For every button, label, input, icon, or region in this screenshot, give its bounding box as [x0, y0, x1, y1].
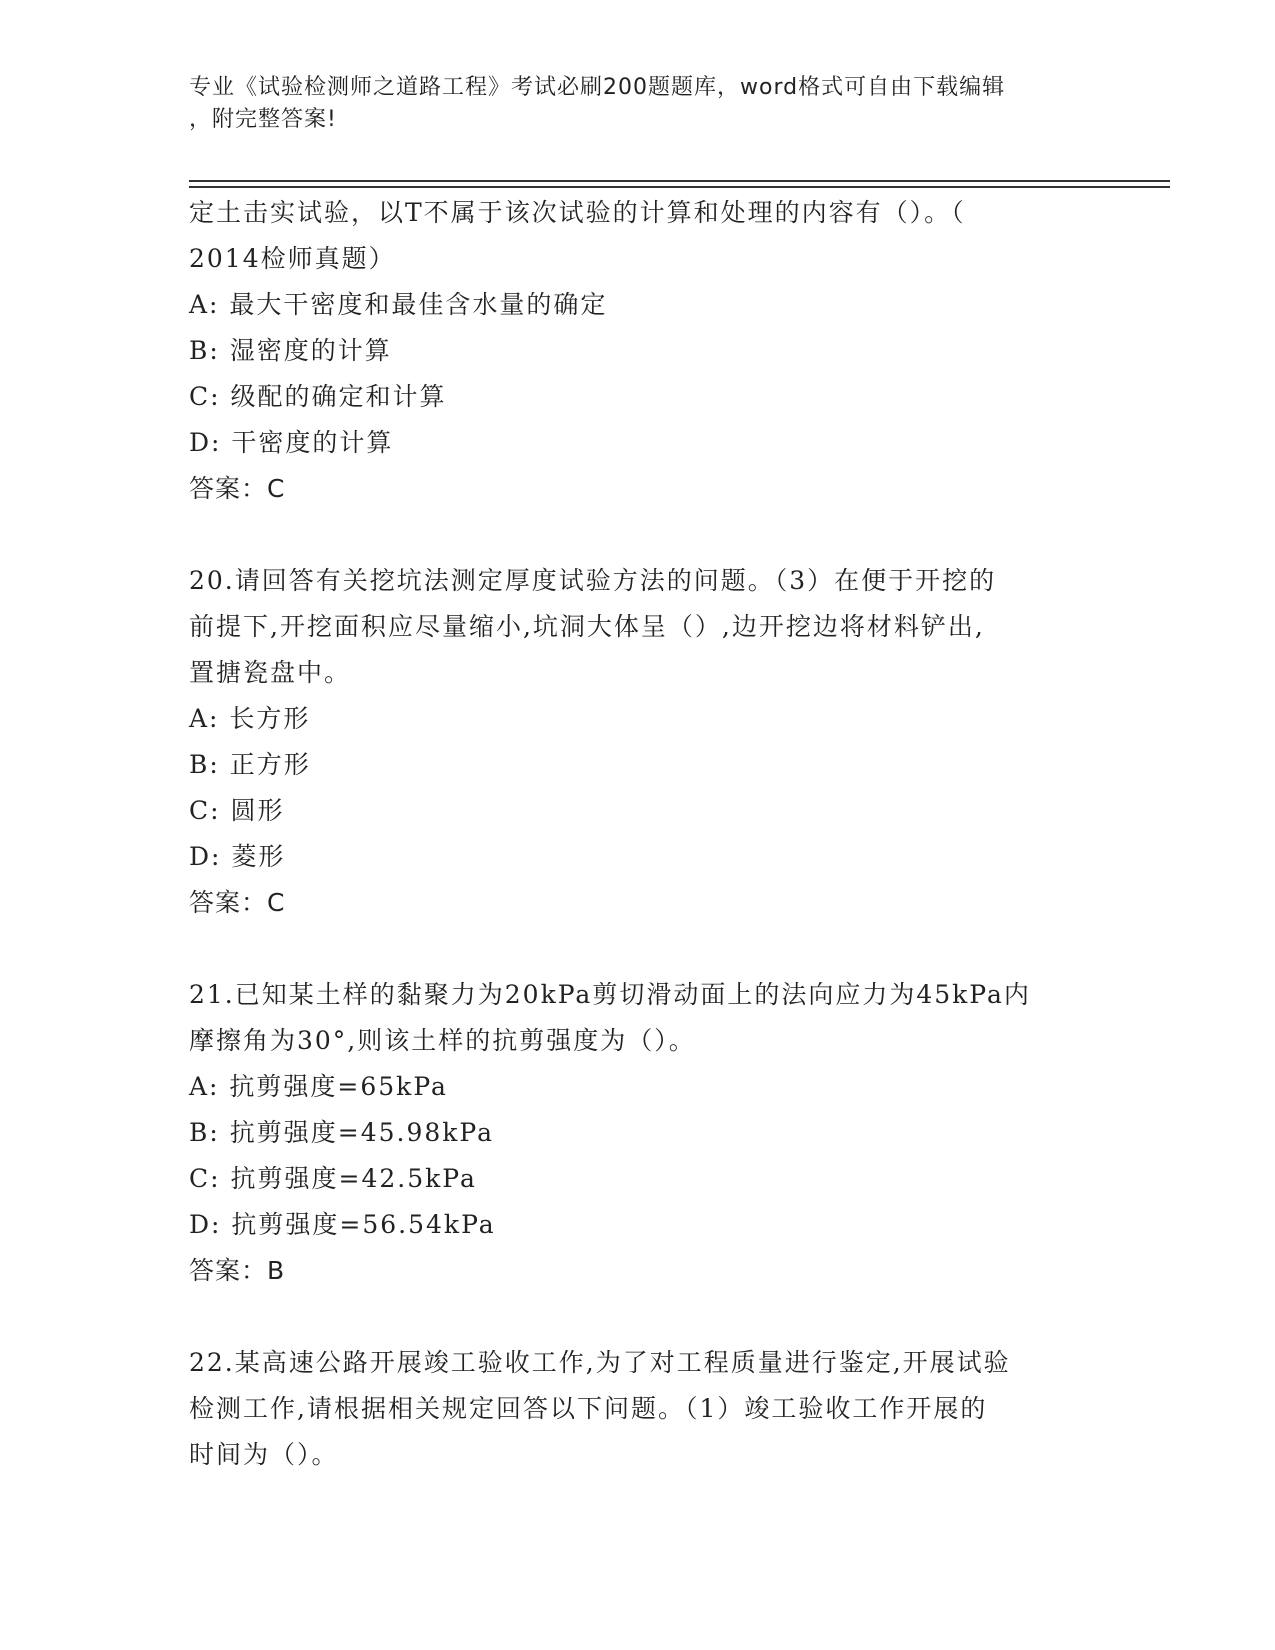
- question-19: [189, 190, 1089, 512]
- option-c: C: 级配的确定和计算: [189, 382, 447, 411]
- question-text-line: 摩擦角为30°,则该土样的抗剪强度为（）。: [189, 1026, 696, 1055]
- answer-line: 答案：C: [189, 888, 286, 917]
- option-a: A: 最大干密度和最佳含水量的确定: [189, 290, 608, 319]
- option-a: A: 长方形: [189, 704, 311, 733]
- question-text-line: 2014检师真题）: [189, 244, 396, 273]
- header-line-1: 专业《试验检测师之道路工程》考试必刷200题题库，word格式可自由下载编辑: [189, 75, 1006, 100]
- question-text-line: 22.某高速公路开展竣工验收工作,为了对工程质量进行鉴定,开展试验: [189, 1348, 1011, 1377]
- question-text-line: 定土击实试验，以T不属于该次试验的计算和处理的内容有（）。（: [189, 198, 966, 227]
- option-d: D: 菱形: [189, 842, 286, 871]
- document-header: [189, 72, 1089, 136]
- question-text-line: 20.请回答有关挖坑法测定厚度试验方法的问题。（3）在便于开挖的: [189, 566, 997, 595]
- option-d: D: 干密度的计算: [189, 428, 394, 457]
- option-d: D: 抗剪强度=56.54kPa: [189, 1210, 496, 1239]
- question-20: [189, 558, 1089, 926]
- answer-line: 答案：C: [189, 474, 286, 503]
- question-list: [189, 190, 1089, 1478]
- spacer: [189, 926, 1089, 972]
- option-b: B: 正方形: [189, 750, 311, 779]
- header-divider-top: [189, 180, 1170, 182]
- option-b: B: 抗剪强度=45.98kPa: [189, 1118, 495, 1147]
- answer-line: 答案：B: [189, 1256, 286, 1285]
- option-c: C: 抗剪强度=42.5kPa: [189, 1164, 477, 1193]
- option-c: C: 圆形: [189, 796, 285, 825]
- question-text-line: 时间为（）。: [189, 1440, 339, 1469]
- option-b: B: 湿密度的计算: [189, 336, 392, 365]
- question-22: [189, 1340, 1089, 1478]
- header-line-2: ，附完整答案!: [189, 107, 337, 132]
- question-text-line: 21.已知某土样的黏聚力为20kPa剪切滑动面上的法向应力为45kPa内: [189, 980, 1031, 1009]
- question-21: [189, 972, 1089, 1294]
- question-text-line: 前提下,开挖面积应尽量缩小,坑洞大体呈（）,边开挖边将材料铲出,: [189, 612, 985, 641]
- spacer: [189, 1294, 1089, 1340]
- header-divider-bottom: [189, 186, 1170, 188]
- spacer: [189, 512, 1089, 558]
- question-text-line: 检测工作,请根据相关规定回答以下问题。（1）竣工验收工作开展的: [189, 1394, 988, 1423]
- question-text-line: 置搪瓷盘中。: [189, 658, 352, 687]
- option-a: A: 抗剪强度=65kPa: [189, 1072, 448, 1101]
